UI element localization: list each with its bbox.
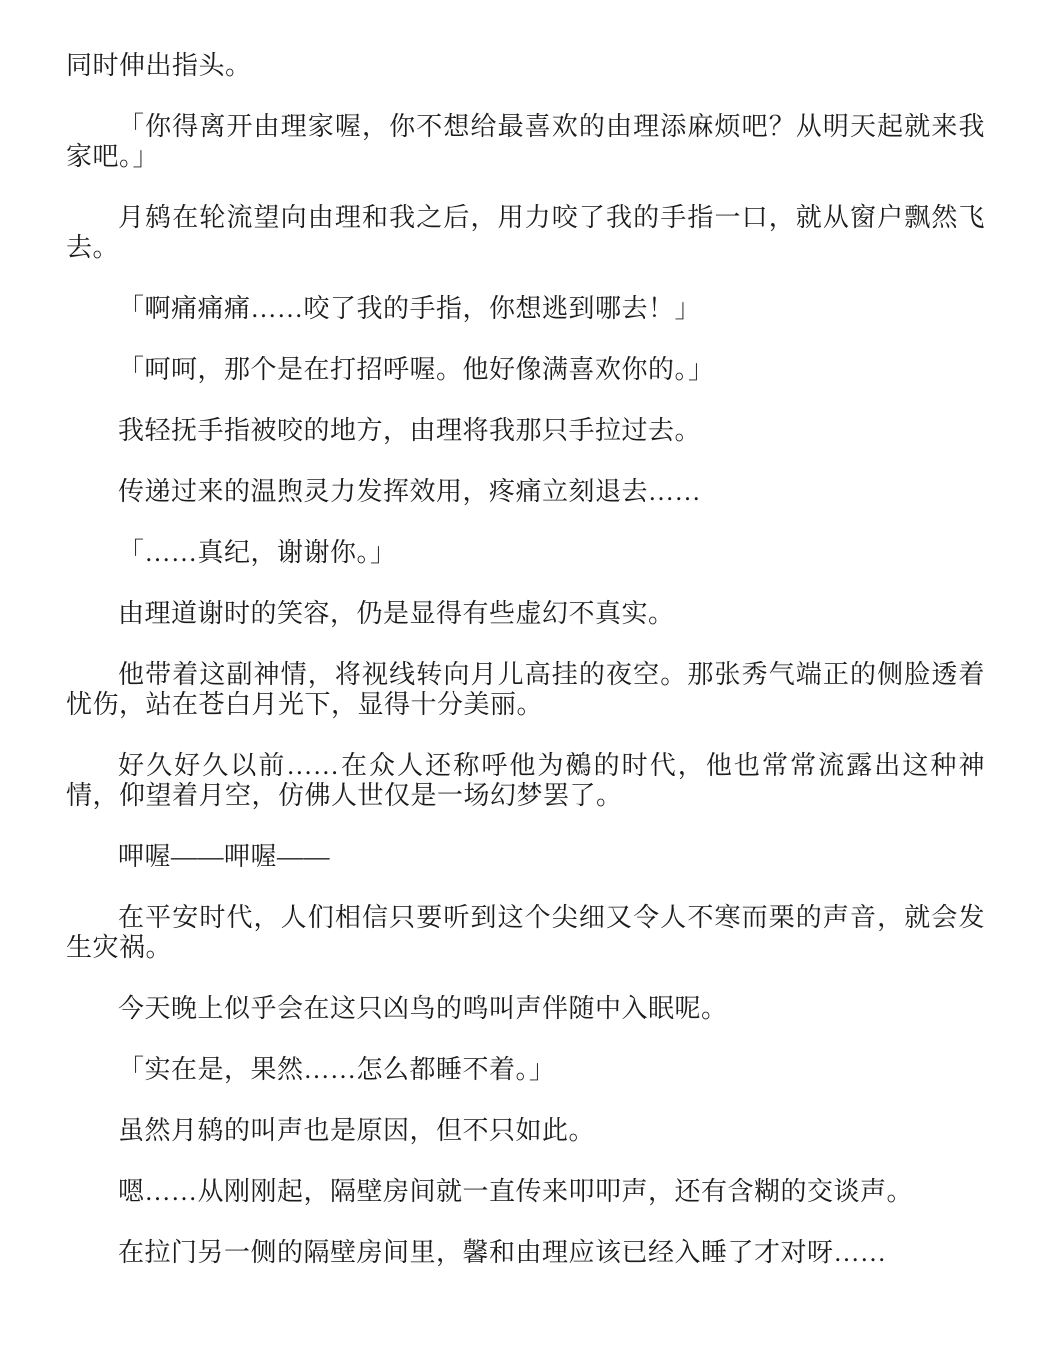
paragraph: 呷喔——呷喔—— <box>118 842 331 871</box>
paragraph: 「呵呵，那个是在打招呼喔。他好像满喜欢你的。」 <box>118 355 715 384</box>
paragraph: 传递过来的温煦灵力发挥效用，疼痛立刻退去…… <box>118 477 702 506</box>
page-content <box>66 51 985 1268</box>
paragraph: 嗯……从刚刚起，隔壁房间就一直传来叩叩声，还有含糊的交谈声。 <box>118 1177 914 1206</box>
paragraph: 「啊痛痛痛……咬了我的手指，你想逃到哪去！」 <box>118 294 702 323</box>
paragraph: 由理道谢时的笑容，仍是显得有些虚幻不真实。 <box>118 599 675 628</box>
paragraph: 「……真纪，谢谢你。」 <box>118 538 397 567</box>
paragraph: 他带着这副神情，将视线转向月儿高挂的夜空。那张秀气端正的侧脸透着忧伤，站在苍白月光下，显得十分美丽。 <box>66 660 985 719</box>
paragraph: 月鸫在轮流望向由理和我之后，用力咬了我的手指一口，就从窗户飘然飞去。 <box>66 203 985 262</box>
paragraph: 「你得离开由理家喔，你不想给最喜欢的由理添麻烦吧？从明天起就来我家吧。」 <box>66 112 985 171</box>
paragraph: 同时伸出指头。 <box>66 51 252 80</box>
paragraph: 今天晚上似乎会在这只凶鸟的鸣叫声伴随中入眠呢。 <box>118 994 728 1023</box>
paragraph: 在平安时代，人们相信只要听到这个尖细又令人不寒而栗的声音，就会发生灾祸。 <box>66 903 985 962</box>
paragraph: 虽然月鸫的叫声也是原因，但不只如此。 <box>118 1116 596 1145</box>
paragraph: 在拉门另一侧的隔壁房间里，馨和由理应该已经入睡了才对呀…… <box>118 1238 887 1267</box>
paragraph: 「实在是，果然……怎么都睡不着。」 <box>118 1055 556 1084</box>
paragraph: 好久好久以前……在众人还称呼他为鵺的时代，他也常常流露出这种神情，仰望着月空，仿佛人世仅是一场幻梦罢了。 <box>66 751 985 810</box>
paragraph: 我轻抚手指被咬的地方，由理将我那只手拉过去。 <box>118 416 702 445</box>
